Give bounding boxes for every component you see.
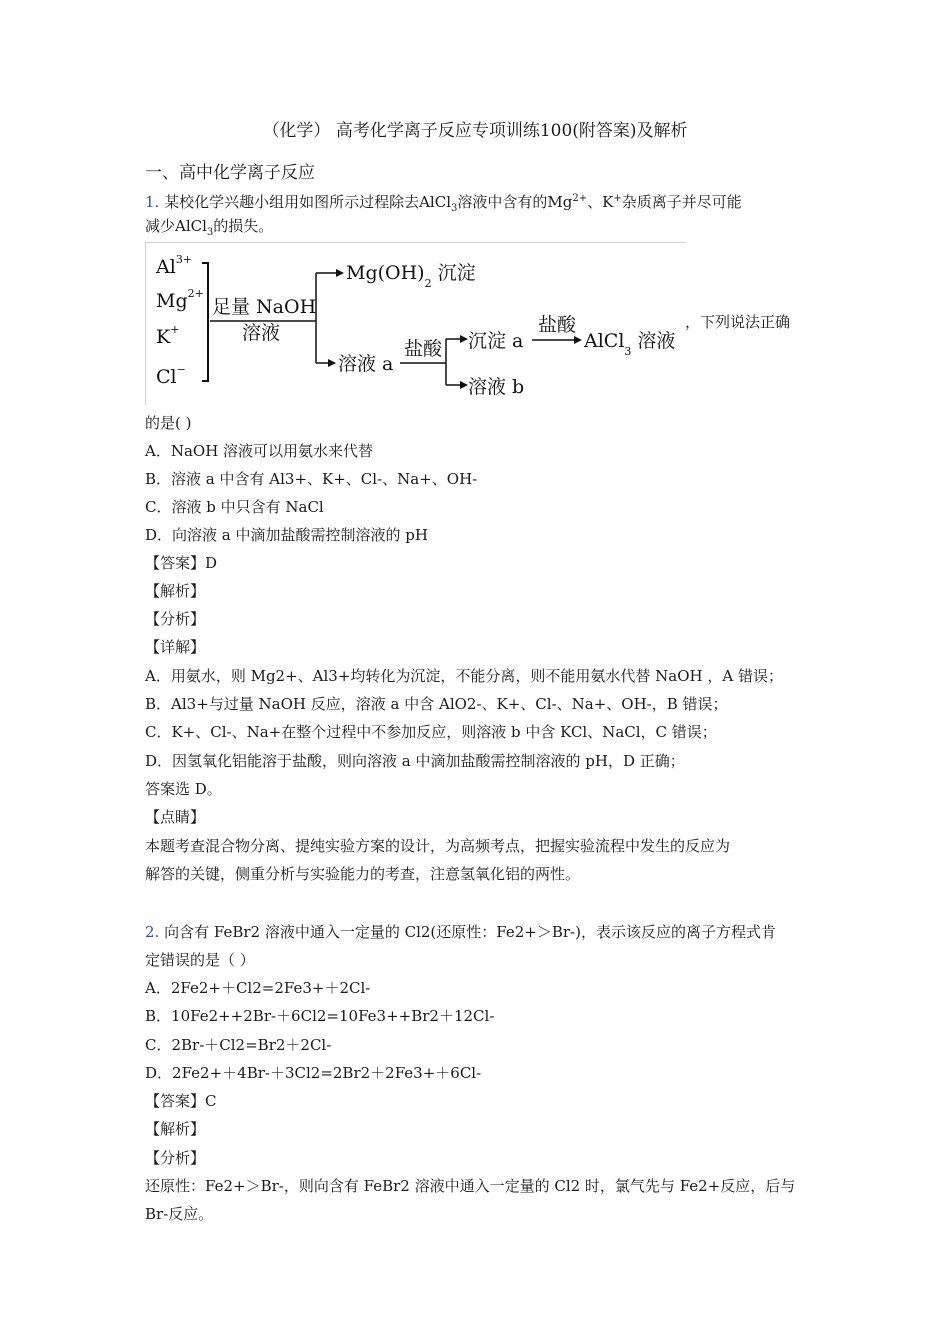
q1-stem-part: 某校化学兴趣小组用如图所示过程除去AlCl	[164, 193, 451, 211]
q1-comment-line1: 本题考查混合物分离、提纯实验方案的设计，为高频考点，把握实验流程中发生的反应为	[145, 837, 731, 855]
q1-jiexi-label: 【解析】	[145, 582, 206, 600]
q1-xiangjie-label: 【详解】	[145, 638, 206, 656]
precipitate-a: 沉淀 a	[468, 330, 524, 352]
reagent-hcl-2: 盐酸	[538, 314, 577, 336]
q1-answer: 【答案】D	[145, 554, 218, 572]
q1-stem-part: 杂质离子并尽可能	[621, 193, 742, 211]
q1-sub: 3	[451, 203, 458, 214]
q1-stem-line1	[145, 189, 742, 219]
ion-mg: $Mg^{2+}$	[156, 287, 204, 312]
q1-dianjing-label: 【点睛】	[145, 808, 206, 826]
q2-analysis-line2: Br-反应。	[145, 1205, 214, 1223]
q1-detail-d: D．因氢氧化铝能溶于盐酸，则向溶液 a 中滴加盐酸需控制溶液的 pH，D 正确；	[145, 752, 685, 770]
q2-analysis-line1: 还原性：Fe2+＞Br-，则向含有 FeBr2 溶液中通入一定量的 Cl2 时，氯气先与 Fe2+反应，后与	[145, 1177, 796, 1195]
bracket	[202, 263, 208, 381]
q1-stem-line2	[145, 216, 273, 243]
q1-option-c: C．溶液 b 中只含有 NaCl	[145, 498, 324, 516]
q2-stem-line1	[145, 922, 776, 942]
q1-fenxi-label: 【分析】	[145, 610, 206, 628]
section-heading: 一、高中化学离子反应	[145, 163, 315, 183]
reagent-naoh-solution: 溶液	[242, 322, 281, 344]
product-mgoh2: $Mg(OH)_2$ 沉淀	[346, 262, 476, 290]
q2-number: 2.	[145, 923, 160, 941]
q1-stem-after-diagram: ，下列说法正确	[685, 313, 791, 331]
q2-stem-line2: 定错误的是（ ）	[145, 951, 255, 969]
q1-option-a: A．NaOH 溶液可以用氨水来代替	[145, 442, 374, 460]
final-alcl3: AlCl$_3$ 溶液	[584, 330, 676, 358]
q1-conclusion: 答案选 D。	[145, 780, 222, 798]
q2-option-c: C．2Br-＋Cl2=Br2＋2Cl-	[145, 1036, 332, 1054]
q2-option-a: A．2Fe2+＋Cl2=2Fe3+＋2Cl-	[145, 979, 371, 997]
q1-option-b: B．溶液 a 中含有 Al3+、K+、Cl-、Na+、OH-	[145, 470, 478, 488]
q1-stem-part: 减少AlCl	[145, 217, 207, 235]
q2-jiexi-label: 【解析】	[145, 1120, 206, 1138]
ion-al: $Al^{3+}$	[156, 253, 193, 278]
q1-stem-part: 、K	[587, 193, 614, 211]
process-flow-diagram	[145, 242, 686, 405]
q1-stem-line3: 的是( )	[145, 414, 192, 432]
q1-sub: 3	[206, 227, 214, 238]
ion-k: K+	[156, 323, 180, 348]
q1-stem-part: 的损失。	[213, 217, 274, 235]
q1-number: 1.	[145, 193, 160, 211]
q1-sup: 2+	[572, 193, 588, 204]
document-title: （化学） 高考化学离子反应专项训练100(附答案)及解析	[262, 121, 688, 141]
solution-b: 溶液 b	[468, 376, 525, 398]
q2-answer: 【答案】C	[145, 1092, 217, 1110]
q1-detail-c: C．K+、Cl-、Na+在整个过程中不参加反应，则溶液 b 中含 KCl、NaCl，C 错误；	[145, 723, 717, 741]
q1-detail-a: A．用氨水，则 Mg2+、Al3+均转化为沉淀，不能分离，则不能用氨水代替 NaOH ，A 错误；	[145, 667, 784, 685]
q1-sup: +	[613, 193, 622, 204]
ion-cl: Cl−	[156, 363, 186, 388]
q1-comment-line2: 解答的关键，侧重分析与实验能力的考查，注意氢氧化铝的两性。	[145, 865, 581, 883]
q1-detail-b: B．Al3+与过量 NaOH 反应，溶液 a 中含 AlO2-、K+、Cl-、Na+、OH-，B 错误；	[145, 695, 728, 713]
q2-option-d: D．2Fe2+＋4Br-＋3Cl2=2Br2＋2Fe3+＋6Cl-	[145, 1064, 482, 1082]
reagent-hcl: 盐酸	[404, 338, 443, 360]
solution-a: 溶液 a	[338, 353, 394, 375]
q2-fenxi-label: 【分析】	[145, 1149, 206, 1167]
q2-stem-text: 向含有 FeBr2 溶液中通入一定量的 Cl2(还原性：Fe2+＞Br-)，表示该反应的离子方程式肯	[164, 923, 776, 941]
reagent-naoh: 足量 NaOH	[212, 296, 317, 318]
q1-stem-part: 溶液中含有的Mg	[457, 193, 573, 211]
q1-option-d: D．向溶液 a 中滴加盐酸需控制溶液的 pH	[145, 526, 428, 544]
q2-option-b: B．10Fe2++2Br-＋6Cl2=10Fe3++Br2＋12Cl-	[145, 1007, 495, 1025]
